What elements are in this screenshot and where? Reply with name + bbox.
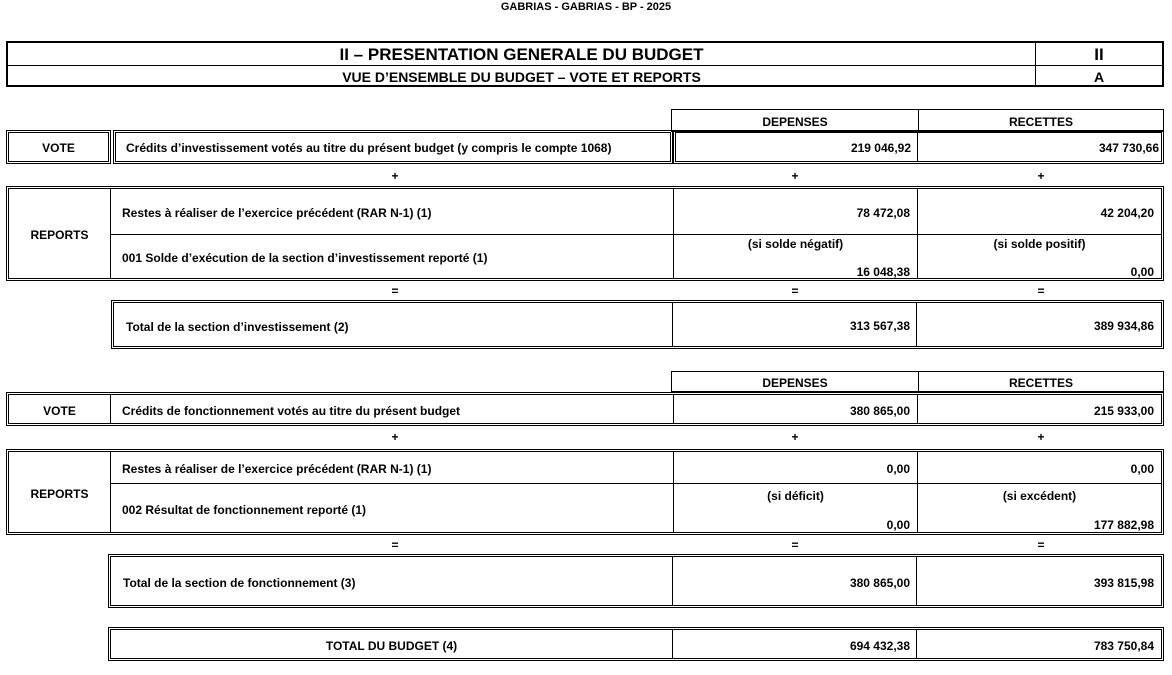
fonct-vote-depenses: 380 865,00 <box>849 404 910 418</box>
invest-rar-desc: Restes à réaliser de l’exercice précédent (RAR N-1) (1) <box>122 206 432 220</box>
fonct-col-recettes: RECETTES <box>1008 376 1073 390</box>
invest-rar-depenses: 78 472,08 <box>856 206 910 220</box>
invest-solde-depenses: 16 048,38 <box>856 265 910 279</box>
fonct-vote-desc: Crédits de fonctionnement votés au titre du présent budget <box>122 404 461 418</box>
fonct-rar-recettes: 0,00 <box>1130 462 1154 476</box>
invest-solde-rec-note: (si solde positif) <box>993 237 1086 251</box>
fonct-result-dep-note: (si déficit) <box>767 489 824 503</box>
invest-vote-desc-cell <box>113 130 673 164</box>
invest-total-row <box>111 300 1164 349</box>
budget-total-depenses: 694 432,38 <box>849 639 910 653</box>
invest-vote-desc: Crédits d’investissement votés au titre du présent budget (y compris le compte 1068) <box>126 141 612 155</box>
fonct-plus-2: + <box>791 430 799 444</box>
fonct-equals-1: = <box>391 538 399 552</box>
fonct-total-desc: Total de la section de fonctionnement (3) <box>123 576 356 590</box>
invest-col-depenses: DEPENSES <box>762 115 828 129</box>
fonct-vote-label: VOTE <box>43 404 76 418</box>
fonct-col-depenses: DEPENSES <box>762 376 828 390</box>
fonct-rar-depenses: 0,00 <box>886 462 910 476</box>
document-header: GABRIAS - GABRIAS - BP - 2025 <box>500 1 672 13</box>
budget-total-label: TOTAL DU BUDGET (4) <box>325 639 458 653</box>
fonct-plus-1: + <box>391 430 399 444</box>
budget-total-row <box>108 627 1164 661</box>
fonct-rar-desc: Restes à réaliser de l’exercice précédent (RAR N-1) (1) <box>122 462 432 476</box>
page-code: II <box>1094 45 1104 64</box>
invest-reports-label: REPORTS <box>30 228 89 242</box>
fonct-reports-label: REPORTS <box>30 487 89 501</box>
fonct-column-header <box>671 371 1164 392</box>
budget-total-recettes: 783 750,84 <box>1093 639 1154 653</box>
invest-plus-1: + <box>391 169 399 183</box>
invest-column-header <box>671 109 1164 132</box>
fonct-result-desc: 002 Résultat de fonctionnement reporté (1) <box>122 503 367 517</box>
invest-total-desc: Total de la section d’investissement (2) <box>126 320 349 334</box>
fonct-equals-3: = <box>1037 538 1045 552</box>
page-title: II – PRESENTATION GENERALE DU BUDGET <box>339 45 704 64</box>
invest-plus-2: + <box>791 169 799 183</box>
fonct-equals-2: = <box>791 538 799 552</box>
fonct-result-rec-note: (si excédent) <box>1002 489 1077 503</box>
invest-solde-recettes: 0,00 <box>1130 265 1154 279</box>
fonct-plus-3: + <box>1037 430 1045 444</box>
invest-vote-label-cell <box>6 130 111 164</box>
invest-solde-desc: 001 Solde d’exécution de la section d’investissement reporté (1) <box>122 251 488 265</box>
fonct-result-depenses: 0,00 <box>886 518 910 532</box>
fonct-vote-recettes: 215 933,00 <box>1093 404 1154 418</box>
invest-total-recettes: 389 934,86 <box>1093 319 1154 333</box>
invest-equals-3: = <box>1037 284 1045 298</box>
invest-reports-block <box>6 186 1164 281</box>
fonct-vote-row <box>6 392 1164 426</box>
invest-vote-label: VOTE <box>42 141 75 155</box>
fonct-total-depenses: 380 865,00 <box>849 576 910 590</box>
fonct-reports-block <box>6 449 1164 535</box>
invest-col-recettes: RECETTES <box>1008 115 1073 129</box>
fonct-total-row <box>108 554 1164 608</box>
title-block <box>6 41 1164 87</box>
page-subtitle: VUE D’ENSEMBLE DU BUDGET – VOTE ET REPORTS <box>342 69 701 85</box>
invest-plus-3: + <box>1037 169 1045 183</box>
invest-solde-dep-note: (si solde négatif) <box>747 237 844 251</box>
invest-rar-recettes: 42 204,20 <box>1100 206 1154 220</box>
page-subcode: A <box>1093 69 1105 85</box>
fonct-total-recettes: 393 815,98 <box>1093 576 1154 590</box>
invest-equals-2: = <box>791 284 799 298</box>
fonct-result-recettes: 177 882,98 <box>1093 518 1154 532</box>
invest-equals-1: = <box>391 284 399 298</box>
invest-vote-depenses: 219 046,92 <box>850 141 911 155</box>
invest-total-depenses: 313 567,38 <box>849 319 910 333</box>
invest-vote-recettes: 347 730,66 <box>1098 141 1159 155</box>
invest-vote-values <box>673 130 1164 164</box>
